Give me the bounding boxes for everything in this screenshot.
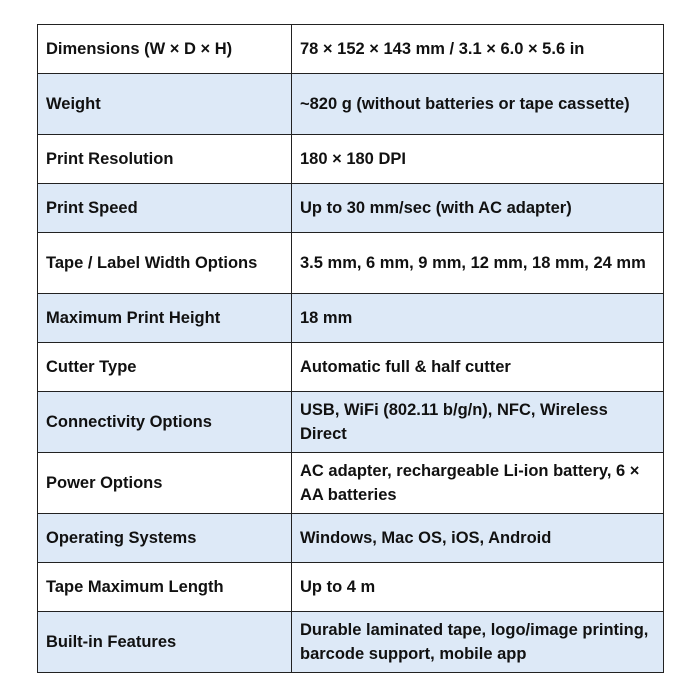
spec-value: AC adapter, rechargeable Li-ion battery, 6 × AA batteries bbox=[292, 453, 664, 514]
table-row bbox=[38, 453, 664, 514]
spec-value: 3.5 mm, 6 mm, 9 mm, 12 mm, 18 mm, 24 mm bbox=[292, 233, 664, 294]
spec-label: Dimensions (W × D × H) bbox=[38, 25, 292, 74]
spec-label: Connectivity Options bbox=[38, 392, 292, 453]
spec-label: Tape / Label Width Options bbox=[38, 233, 292, 294]
table-row bbox=[38, 392, 664, 453]
spec-label: Print Resolution bbox=[38, 135, 292, 184]
spec-label: Built-in Features bbox=[38, 612, 292, 673]
spec-value: Durable laminated tape, logo/image printing, barcode support, mobile app bbox=[292, 612, 664, 673]
table-row bbox=[38, 612, 664, 673]
spec-value: USB, WiFi (802.11 b/g/n), NFC, Wireless Direct bbox=[292, 392, 664, 453]
spec-value: 78 × 152 × 143 mm / 3.1 × 6.0 × 5.6 in bbox=[292, 25, 664, 74]
table-row bbox=[38, 184, 664, 233]
spec-value: ~820 g (without batteries or tape cassette) bbox=[292, 74, 664, 135]
spec-label: Weight bbox=[38, 74, 292, 135]
spec-table bbox=[37, 24, 664, 673]
spec-value: Windows, Mac OS, iOS, Android bbox=[292, 514, 664, 563]
table-row bbox=[38, 25, 664, 74]
spec-label: Tape Maximum Length bbox=[38, 563, 292, 612]
spec-label: Print Speed bbox=[38, 184, 292, 233]
table-row bbox=[38, 233, 664, 294]
spec-label: Operating Systems bbox=[38, 514, 292, 563]
spec-value: Up to 4 m bbox=[292, 563, 664, 612]
spec-value: 18 mm bbox=[292, 294, 664, 343]
spec-label: Maximum Print Height bbox=[38, 294, 292, 343]
table-row bbox=[38, 135, 664, 184]
table-row bbox=[38, 514, 664, 563]
table-row bbox=[38, 343, 664, 392]
spec-label: Power Options bbox=[38, 453, 292, 514]
table-row bbox=[38, 294, 664, 343]
table-row bbox=[38, 74, 664, 135]
spec-value: Automatic full & half cutter bbox=[292, 343, 664, 392]
spec-value: Up to 30 mm/sec (with AC adapter) bbox=[292, 184, 664, 233]
table-row bbox=[38, 563, 664, 612]
spec-label: Cutter Type bbox=[38, 343, 292, 392]
spec-value: 180 × 180 DPI bbox=[292, 135, 664, 184]
